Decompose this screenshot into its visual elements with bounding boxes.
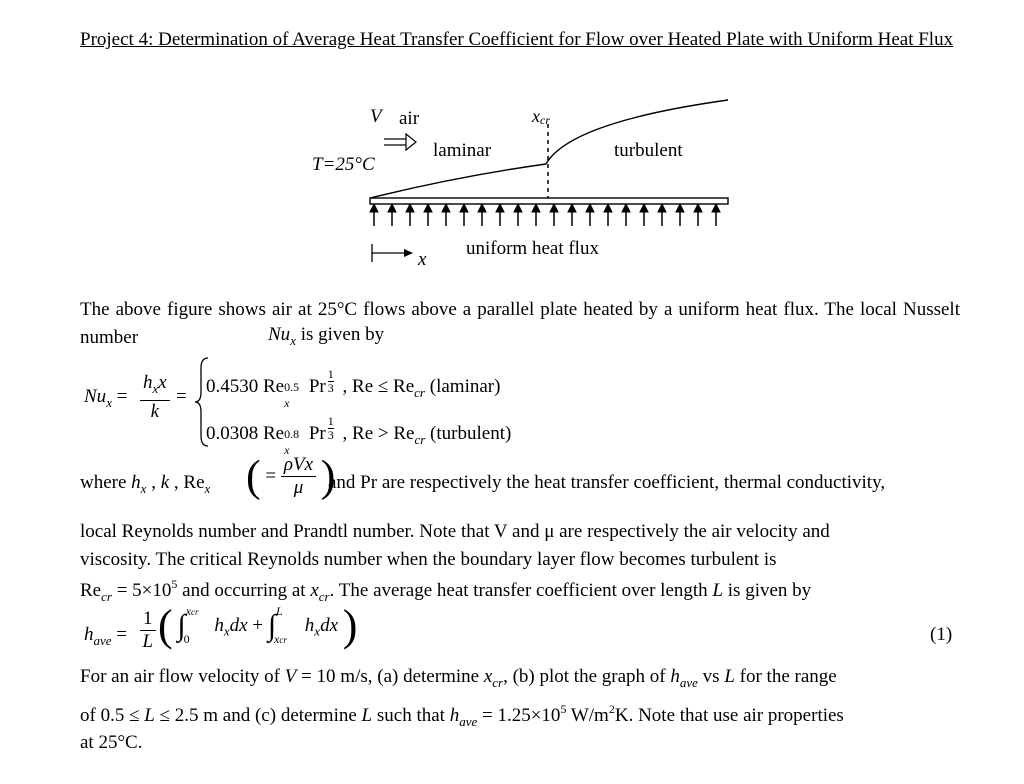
one-over-L xyxy=(140,608,156,653)
xcr-sym-sub: cr xyxy=(318,589,330,604)
int1-limits xyxy=(183,604,210,646)
re-cr: Re xyxy=(80,580,102,601)
nusselt-sub: x xyxy=(290,333,296,348)
re-cr-value: = 5×10 xyxy=(111,580,172,601)
plus-sign: + xyxy=(252,615,264,636)
nusselt-symbol: Nu xyxy=(268,324,291,345)
avg-integrals xyxy=(158,601,358,650)
x-sym: x xyxy=(158,372,167,393)
h-ave-sub: ave xyxy=(93,633,112,648)
paragraph-1-text: The above figure shows air at 25°C flows above a parallel plate heated by a uniform heat flux. The local Nusselt number xyxy=(80,299,960,348)
lam-pr-exp xyxy=(328,368,334,395)
laminar-case: 0.4530 Re 0.5 x Pr $\frac{1}{3}$ , $Re \le Re_{cr}$ (laminar) xyxy=(206,367,501,410)
where-h: h xyxy=(131,472,141,493)
reynolds-definition xyxy=(246,451,336,501)
lam-pr-exp-num: 1 xyxy=(327,367,334,381)
integral-1: ∫ xyxy=(177,609,186,642)
lam-cond: , Re ≤ Re xyxy=(342,376,415,397)
where-word: where xyxy=(80,472,127,493)
turb-coef: 0.0308 xyxy=(206,423,259,444)
p3-l2-exp: 5 xyxy=(560,702,567,716)
int1-lower: 0 xyxy=(183,632,190,646)
integral-2: ∫ xyxy=(267,609,277,642)
int1-h-sub: x xyxy=(223,623,230,639)
lam-tag: (laminar) xyxy=(429,376,501,397)
p3-have-sub: ave xyxy=(679,675,698,690)
h-sym: h xyxy=(143,372,153,393)
p3-xcr: x xyxy=(483,666,493,687)
where-h-sub: x xyxy=(140,481,147,496)
where-line: where $h_x$ , k , $Re_x$ xyxy=(80,472,211,496)
k-den: k xyxy=(150,401,160,422)
one: 1 xyxy=(140,608,156,631)
lam-exp: 0.5 xyxy=(284,380,300,394)
lam-pr-exp-den: 3 xyxy=(327,381,334,395)
xcr-label: xcr xyxy=(532,106,550,127)
int1-dx: dx xyxy=(229,615,248,636)
rho-v-x: ρVx xyxy=(281,454,316,477)
p3-l2-f: K. Note that use air properties xyxy=(614,705,844,726)
air-label: air xyxy=(399,108,420,129)
p3-l2-L: L xyxy=(144,705,155,726)
p3-l2-c: such that xyxy=(376,705,445,726)
p3-a: For an air flow velocity of xyxy=(80,666,280,687)
int1-upper-x: x xyxy=(185,604,191,618)
turb-pr-exp xyxy=(328,415,334,442)
turb-cond-sub: cr xyxy=(414,432,426,447)
paren-left: ( xyxy=(246,451,261,501)
flow-diagram-svg xyxy=(300,98,740,270)
h-sub: x xyxy=(152,381,159,396)
turbulent-label: turbulent xyxy=(614,140,683,161)
re-equals: = xyxy=(265,465,277,487)
occurring-at: and occurring at xyxy=(177,580,306,601)
avg-paren-right: ) xyxy=(342,601,358,650)
hx-over-k xyxy=(140,372,170,423)
turb-re-sub: x xyxy=(284,443,290,457)
paragraph-1-end-text: is given by xyxy=(300,324,385,345)
avg-paren-left: ( xyxy=(158,601,173,650)
lam-coef: 0.4530 xyxy=(206,376,259,397)
int2-h-sub: x xyxy=(314,623,321,639)
p3-l2-d: = 1.25×10 xyxy=(482,705,561,726)
given-by: is given by xyxy=(727,580,812,601)
nu-lhs-sub: x xyxy=(106,395,112,410)
rho-v-x-over-mu xyxy=(281,454,316,499)
paragraph-2-line-1: local Reynolds number and Prandtl number. Note that V and μ are respectively the air velocity and xyxy=(80,521,830,542)
equation-number: (1) xyxy=(930,624,953,645)
int2-limits xyxy=(276,606,300,646)
p3-l2-L2: L xyxy=(361,705,373,726)
x-label: x xyxy=(418,249,427,270)
flow-diagram xyxy=(300,98,740,270)
int2-lower-sub: cr xyxy=(279,635,287,645)
heat-flux-arrows xyxy=(370,204,720,226)
where-re-sub: x xyxy=(204,481,211,496)
p3-l2-have: h xyxy=(449,705,460,726)
turb-pr-exp-num: 1 xyxy=(327,414,334,428)
paren-right: ) xyxy=(320,451,336,501)
turb-pr-exp-den: 3 xyxy=(327,428,334,442)
h-ave: h xyxy=(84,624,94,645)
int2-lower xyxy=(274,632,287,647)
p3-l2-exp2: 2 xyxy=(608,702,615,716)
turb-exp: 0.8 xyxy=(284,427,300,441)
paragraph-3-line-3: at 25°C. xyxy=(80,732,143,753)
p3-l2-have-sub: ave xyxy=(459,714,478,729)
where-re: Re xyxy=(183,472,205,493)
p3-c: , (b) plot the graph of xyxy=(503,666,666,687)
length-sym: L xyxy=(712,580,724,601)
lam-re-sub: x xyxy=(284,396,290,410)
p3-have: h xyxy=(670,666,680,687)
p3-l2-b: ≤ 2.5 m and (c) determine xyxy=(159,705,357,726)
nu-lhs: Nu xyxy=(84,386,107,407)
int1-upper-sub: cr xyxy=(190,607,199,617)
hx-num xyxy=(140,372,170,401)
int2-dx: dx xyxy=(320,615,338,636)
p3-l2-e: W/m xyxy=(566,705,609,726)
avg-lhs: $h_{ave}$ = xyxy=(84,624,128,648)
int2-upper: L xyxy=(276,604,283,618)
avg-text: . The average heat transfer coefficient over length xyxy=(329,580,708,601)
mu: μ xyxy=(293,477,304,498)
page-title: Project 4: Determination of Average Heat Transfer Coefficient for Flow over Heated Plate with Uniform Heat Flux xyxy=(80,29,954,50)
lam-cond-sub: cr xyxy=(414,385,425,400)
where-k: k xyxy=(160,472,170,493)
heated-plate xyxy=(370,198,728,204)
int1-h: h xyxy=(214,615,224,636)
p3-d: vs xyxy=(702,666,720,687)
velocity-arrow xyxy=(384,134,416,150)
p3-b: = 10 m/s, (a) determine xyxy=(301,666,480,687)
turb-cond: , Re > Re xyxy=(342,423,415,444)
paragraph-2-line-3 xyxy=(80,577,960,605)
paragraph-3-line-2 xyxy=(80,702,960,730)
x-axis-arrow xyxy=(372,244,413,262)
turb-tag: (turbulent) xyxy=(430,423,512,444)
where-rest: and Pr are respectively the heat transfer coefficient, thermal conductivity, xyxy=(328,472,886,493)
L-den: L xyxy=(142,631,154,652)
paragraph-2-line-2: viscosity. The critical Reynolds number when the boundary layer flow becomes turbulent is xyxy=(80,549,777,570)
equals-sign: = xyxy=(176,386,187,407)
velocity-label: V xyxy=(370,106,382,127)
p3-l2-a: of 0.5 ≤ xyxy=(80,705,140,726)
p3-v: V xyxy=(284,666,297,687)
laminar-boundary xyxy=(370,164,546,198)
avg-one-over-L xyxy=(140,608,156,653)
p3-L: L xyxy=(724,666,735,687)
int2-lower-x: x xyxy=(274,632,280,646)
heat-flux-label: uniform heat flux xyxy=(466,238,599,259)
turbulent-case: 0.0308 Re 0.8 x Pr $\frac{1}{3}$ , $Re > Re_{cr}$ (turbulent) xyxy=(206,414,512,457)
nusselt-fraction xyxy=(140,372,170,423)
p3-e: for the range xyxy=(739,666,837,687)
temperature-label: T=25°C xyxy=(312,154,375,175)
xcr-sym: x xyxy=(310,580,319,601)
paragraph-1-line-1 xyxy=(80,296,960,352)
int1-upper xyxy=(186,604,199,619)
re-cr-exp: 5 xyxy=(171,577,178,591)
re-cr-sub: cr xyxy=(101,589,112,604)
laminar-label: laminar xyxy=(433,140,492,161)
int2-h: h xyxy=(304,615,315,636)
paragraph-3-line-1 xyxy=(80,666,960,691)
p3-xcr-sub: cr xyxy=(492,675,504,690)
paragraph-1-end xyxy=(268,324,468,349)
nusselt-lhs: $Nu_x$ = xyxy=(84,386,128,410)
